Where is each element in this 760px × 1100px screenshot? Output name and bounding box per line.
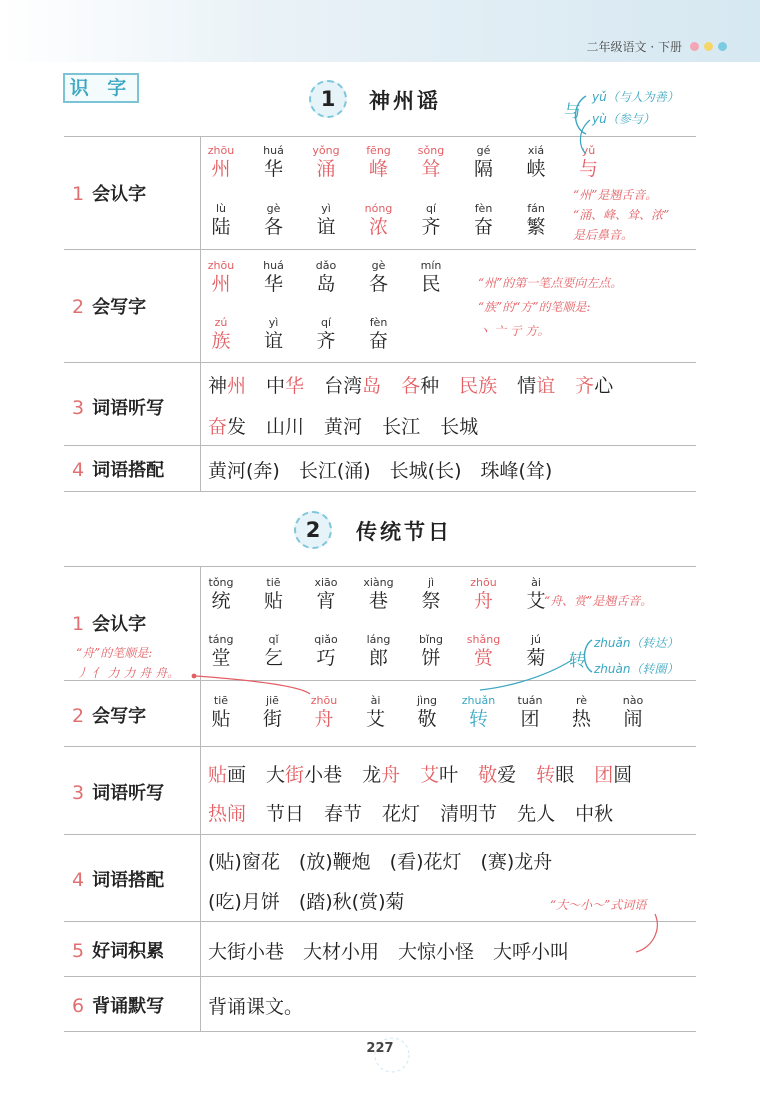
hanzi: 齐	[421, 216, 441, 238]
lesson-title: 传统节日	[356, 520, 452, 544]
lesson-number: 1	[309, 80, 347, 118]
row-label: 2 会写字	[72, 296, 147, 318]
collocation-text: (贴)窗花 (放)鞭炮 (看)花灯 (赛)龙舟	[208, 851, 553, 873]
word-segment: 发	[227, 416, 247, 438]
word-segment: 花灯	[382, 803, 421, 825]
hanzi: 乞	[263, 647, 283, 669]
pinyin: qí	[320, 316, 332, 329]
pinyin: qí	[425, 202, 437, 215]
row-label: 6 背诵默写	[72, 995, 165, 1017]
pinyin: zhōu	[310, 694, 338, 707]
word-segment: 画	[227, 764, 247, 786]
bracket-line	[576, 96, 587, 134]
hanzi: 华	[263, 158, 283, 180]
pinyin: zhōu	[207, 259, 235, 272]
word-segment: 先人	[517, 803, 556, 825]
row-label: 3 词语听写	[72, 782, 165, 804]
pinyin: zhōu	[470, 576, 497, 589]
word-segment: 种	[420, 375, 440, 397]
pinyin: rè	[575, 694, 588, 707]
word-segment: 长城	[440, 416, 479, 438]
word-segment: 华	[285, 375, 305, 397]
pinyin: jú	[530, 633, 542, 646]
pinyin: lù	[215, 202, 227, 215]
annotation-note: “族”的“方”的笔顺是:	[478, 300, 591, 314]
pinyin: ài	[531, 576, 541, 589]
row-label: 2 会写字	[72, 705, 147, 727]
word-segment: 黄河	[324, 416, 363, 438]
section-tag: 识 字	[63, 73, 139, 103]
pinyin: gé	[476, 144, 491, 157]
hanzi: 耸	[421, 158, 441, 180]
row-label: 4 词语搭配	[72, 869, 165, 891]
dot-marker	[192, 674, 197, 679]
annotation-note: 是后鼻音。	[573, 228, 634, 242]
pinyin: huá	[263, 144, 284, 157]
pinyin: nóng	[364, 202, 393, 215]
word-segment: 中	[266, 375, 286, 397]
pinyin: sǒng	[417, 144, 445, 157]
word-segment: 街	[285, 764, 305, 786]
word-segment: 眼	[555, 764, 575, 786]
hanzi: 街	[262, 708, 282, 730]
word-segment: 情	[517, 375, 537, 397]
pinyin: táng	[208, 633, 234, 646]
pinyin: qǐ	[268, 633, 279, 646]
pinyin: zhuǎn	[461, 694, 496, 707]
word-segment: 叶	[439, 764, 459, 786]
pinyin: fēng	[366, 144, 391, 157]
lesson-title: 神州谣	[369, 89, 441, 113]
word-segment: 团	[594, 764, 614, 786]
hanzi: 热	[571, 708, 591, 730]
word-segment: 贴	[208, 764, 228, 786]
word-segment: 转	[536, 764, 556, 786]
word-segment: 龙	[362, 764, 382, 786]
hanzi: 祭	[421, 590, 441, 612]
pinyin: huá	[263, 259, 284, 272]
annotation-note: “舟、赏”是翘舌音。	[544, 594, 653, 608]
row-label: 4 词语搭配	[72, 459, 165, 481]
hanzi: 菊	[526, 647, 546, 669]
collocation-text: (吃)月饼 (踏)秋(赏)菊	[208, 891, 405, 913]
connector-line	[636, 914, 657, 952]
hanzi: 艾	[526, 590, 546, 612]
pinyin: fán	[527, 202, 545, 215]
annotation-note: “涌、峰、耸、浓”	[573, 208, 670, 222]
word-segment: 长江	[382, 416, 421, 438]
pinyin: tuán	[517, 694, 543, 707]
connector-line	[480, 660, 572, 690]
connector-line	[196, 676, 310, 694]
polyphone-char: 转	[569, 651, 586, 671]
annotation-note: “大～小～”式词语	[550, 898, 647, 912]
page-number: 227	[366, 1041, 394, 1056]
annotation-note: “舟”的笔顺是:	[76, 646, 153, 660]
hanzi: 堂	[211, 647, 231, 669]
word-segment: 小巷	[304, 764, 343, 786]
word-segment: 敬	[478, 764, 498, 786]
hanzi: 州	[211, 273, 231, 295]
pinyin: yǔ	[581, 144, 596, 157]
polyphone-char: 与	[564, 102, 581, 122]
hanzi: 与	[578, 158, 598, 180]
hanzi: 谊	[263, 330, 283, 352]
hanzi: 各	[368, 273, 388, 295]
hanzi: 舟	[473, 590, 493, 612]
pinyin: ài	[370, 694, 381, 707]
pinyin: gè	[371, 259, 386, 272]
hanzi: 繁	[526, 216, 546, 238]
hanzi: 艾	[365, 708, 385, 730]
hanzi: 团	[520, 708, 540, 730]
word-segment: 热闹	[208, 803, 247, 825]
word-segment: 艾	[420, 764, 440, 786]
pinyin: jìng	[416, 694, 438, 707]
word-segment: 圆	[613, 764, 633, 786]
word-segment: 州	[227, 375, 247, 397]
row-label: 1 会认字	[72, 613, 147, 635]
pinyin: zú	[214, 316, 228, 329]
pinyin: fèn	[474, 202, 493, 215]
pinyin: yǒng	[312, 144, 340, 157]
row-label: 5 好词积累	[72, 940, 165, 962]
hanzi: 州	[211, 158, 231, 180]
pinyin: gè	[266, 202, 281, 215]
word-segment: 山川	[266, 416, 305, 438]
word-segment: 大	[266, 764, 286, 786]
word-segment: 神	[208, 375, 228, 397]
good-words-text: 大街小巷 大材小用 大惊小怪 大呼小叫	[208, 941, 570, 963]
word-segment: 中秋	[575, 803, 614, 825]
pinyin: jiē	[266, 694, 279, 707]
pinyin: bǐng	[419, 633, 443, 646]
hanzi: 峰	[368, 158, 388, 180]
hanzi: 奋	[368, 330, 388, 352]
pinyin: tiē	[213, 694, 229, 707]
annotation-note: 丿 亻 力 力 舟 舟。	[76, 666, 180, 680]
hanzi: 峡	[526, 158, 546, 180]
word-segment: 奋	[208, 416, 228, 438]
pinyin: qiǎo	[314, 633, 338, 646]
word-segment: 岛	[362, 375, 382, 397]
grade-label: 二年级语文 · 下册	[586, 40, 682, 54]
hanzi: 宵	[316, 590, 336, 612]
hanzi: 奋	[473, 216, 493, 238]
hanzi: 闹	[623, 708, 643, 730]
word-segment: 谊	[536, 375, 556, 397]
word-segment: 各	[401, 375, 421, 397]
hanzi: 民	[421, 273, 441, 295]
polyphone-reading: yǔ（与人为善）	[592, 90, 679, 104]
hanzi: 敬	[417, 708, 437, 730]
pinyin: fèn	[369, 316, 388, 329]
hanzi: 隔	[473, 158, 493, 180]
lesson-number: 2	[294, 511, 332, 549]
row-label: 3 词语听写	[72, 397, 165, 419]
hanzi: 谊	[316, 216, 336, 238]
hanzi: 贴	[263, 590, 283, 612]
pinyin: láng	[366, 633, 391, 646]
word-segment: 舟	[381, 764, 401, 786]
hanzi: 巧	[316, 647, 336, 669]
polyphone-reading: zhuàn（转圈）	[594, 662, 679, 676]
hanzi: 齐	[316, 330, 336, 352]
row-label: 1 会认字	[72, 183, 147, 205]
pinyin: tiē	[266, 576, 281, 589]
annotation-note: “州”的第一笔点要向左点。	[478, 276, 623, 290]
hanzi: 转	[468, 708, 488, 730]
bracket-line	[585, 640, 593, 672]
polyphone-reading: yù（参与）	[592, 112, 655, 126]
word-segment: 台湾	[324, 375, 363, 397]
hanzi: 赏	[473, 647, 493, 669]
hanzi: 贴	[211, 708, 231, 730]
pinyin: nào	[622, 694, 644, 707]
polyphone-reading: zhuǎn（转达）	[594, 636, 679, 650]
word-segment: 民族	[459, 375, 498, 397]
hanzi: 涌	[316, 158, 336, 180]
hanzi: 各	[263, 216, 283, 238]
word-segment: 心	[594, 375, 614, 397]
word-segment: 节日	[266, 803, 305, 825]
pinyin: xiá	[527, 144, 545, 157]
pinyin: shǎng	[466, 633, 501, 646]
hanzi: 统	[211, 590, 231, 612]
pinyin: jì	[427, 576, 435, 589]
pinyin: dǎo	[315, 259, 337, 272]
hanzi: 郎	[368, 647, 388, 669]
hanzi: 饼	[421, 647, 441, 669]
pinyin: yì	[268, 316, 279, 329]
pinyin: mín	[420, 259, 442, 272]
hanzi: 陆	[211, 216, 231, 238]
annotation-note: “州”是翘舌音。	[573, 188, 658, 202]
hanzi: 华	[263, 273, 283, 295]
annotation-note: 丶 亠 亍 方。	[478, 324, 550, 338]
hanzi: 舟	[314, 708, 334, 730]
hanzi: 浓	[368, 216, 388, 238]
pinyin: xiāo	[314, 576, 338, 589]
recite-text: 背诵课文。	[208, 996, 304, 1018]
hanzi: 岛	[316, 273, 336, 295]
pinyin: tǒng	[208, 576, 234, 589]
pinyin: zhōu	[207, 144, 235, 157]
word-segment: 爱	[497, 764, 517, 786]
word-segment: 清明节	[440, 803, 498, 825]
hanzi: 巷	[368, 590, 388, 612]
word-segment: 齐	[575, 375, 595, 397]
pinyin: xiàng	[363, 576, 394, 589]
bracket-line	[580, 120, 590, 154]
hanzi: 族	[211, 330, 231, 352]
pinyin: yì	[321, 202, 331, 215]
word-segment: 春节	[324, 803, 363, 825]
collocation-text: 黄河(奔) 长江(涌) 长城(长) 珠峰(耸)	[208, 460, 553, 482]
